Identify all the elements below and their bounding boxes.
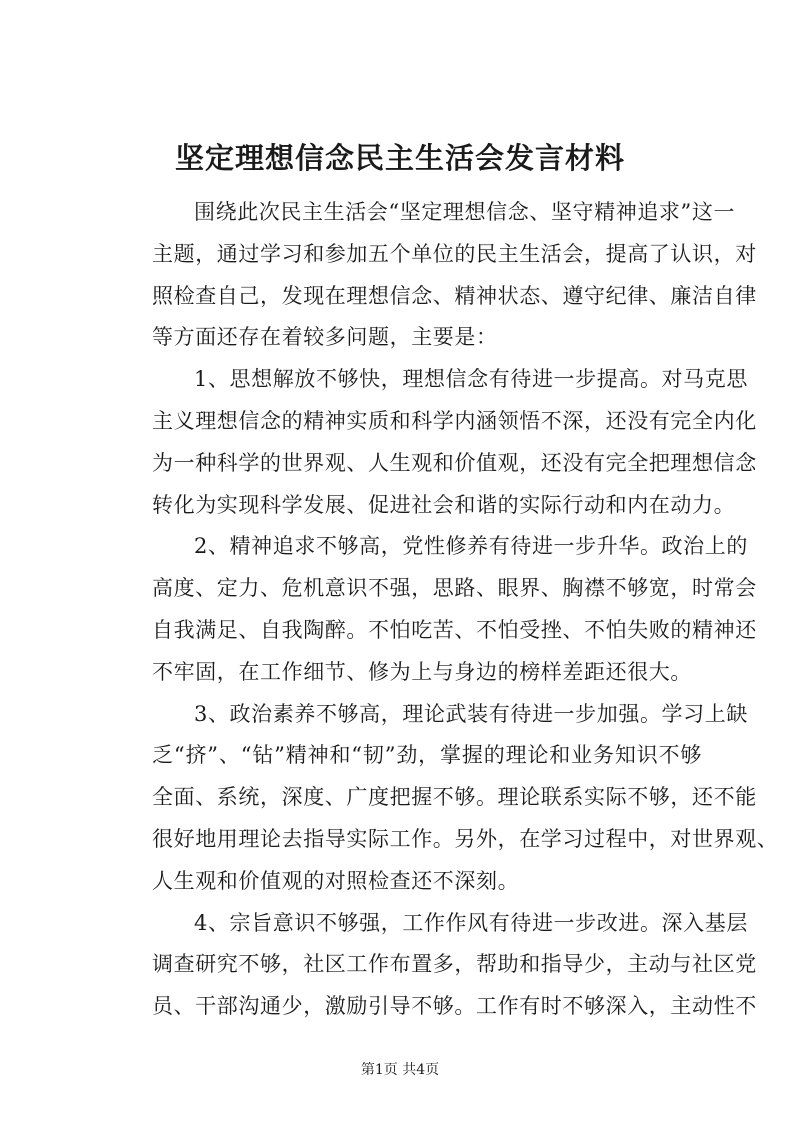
text-line: 3、政治素养不够高，理论武装有待进一步加强。学习上缺 xyxy=(194,701,748,726)
paragraph-point-4 xyxy=(110,903,757,1028)
text-line: 围绕此次民主生活会“坚定理想信念、坚守精神追求”这一 xyxy=(194,200,736,224)
text-line: 员、干部沟通少，激励引导不够。工作有时不够深入，主动性不 xyxy=(152,994,757,1019)
paragraph-point-1 xyxy=(110,359,757,526)
text-line: 高度、定力、危机意识不强，思路、眼界、胸襟不够宽，时常会 xyxy=(152,576,757,601)
text-line: 人生观和价值观的对照检查还不深刻。 xyxy=(152,868,520,893)
text-line: 很好地用理论去指导实际工作。另外，在学习过程中，对世界观、 xyxy=(152,826,779,851)
text-line: 乏“挤”、“钻”精神和“韧”劲，掌握的理论和业务知识不够 xyxy=(152,743,702,768)
page-number-footer: 第1页 共4页 xyxy=(360,1062,440,1078)
text-line: 2、精神追求不够高，党性修养有待进一步升华。政治上的 xyxy=(194,534,748,559)
text-line: 主题，通过学习和参加五个单位的民主生活会，提高了认识，对 xyxy=(152,241,757,266)
text-line: 不牢固，在工作细节、修为上与身边的榜样差距还很大。 xyxy=(152,659,692,684)
text-line: 等方面还存在着较多问题，主要是： xyxy=(152,325,498,350)
text-line: 转化为实现科学发展、促进社会和谐的实际行动和内在动力。 xyxy=(152,492,736,517)
text-line: 自我满足、自我陶醉。不怕吃苦、不怕受挫、不怕失败的精神还 xyxy=(152,617,757,642)
document-body xyxy=(110,192,779,1028)
paragraph-point-3 xyxy=(110,694,779,903)
paragraph-intro xyxy=(110,192,757,359)
text-line: 照检查自己，发现在理想信念、精神状态、遵守纪律、廉洁自律 xyxy=(152,283,757,308)
paragraph-point-2 xyxy=(110,526,757,693)
text-line: 主义理想信念的精神实质和科学内涵领悟不深，还没有完全内化 xyxy=(152,408,757,433)
text-line: 全面、系统，深度、广度把握不够。理论联系实际不够，还不能 xyxy=(152,785,757,810)
text-line: 1、思想解放不够快，理想信念有待进一步提高。对马克思 xyxy=(194,367,748,392)
document-title: 坚定理想信念民主生活会发言材料 xyxy=(174,141,625,175)
text-line: 调查研究不够，社区工作布置多，帮助和指导少，主动与社区党 xyxy=(152,952,757,977)
text-line: 为一种科学的世界观、人生观和价值观，还没有完全把理想信念 xyxy=(152,450,757,475)
text-line: 4、宗旨意识不够强，工作作风有待进一步改进。深入基层 xyxy=(194,910,748,935)
